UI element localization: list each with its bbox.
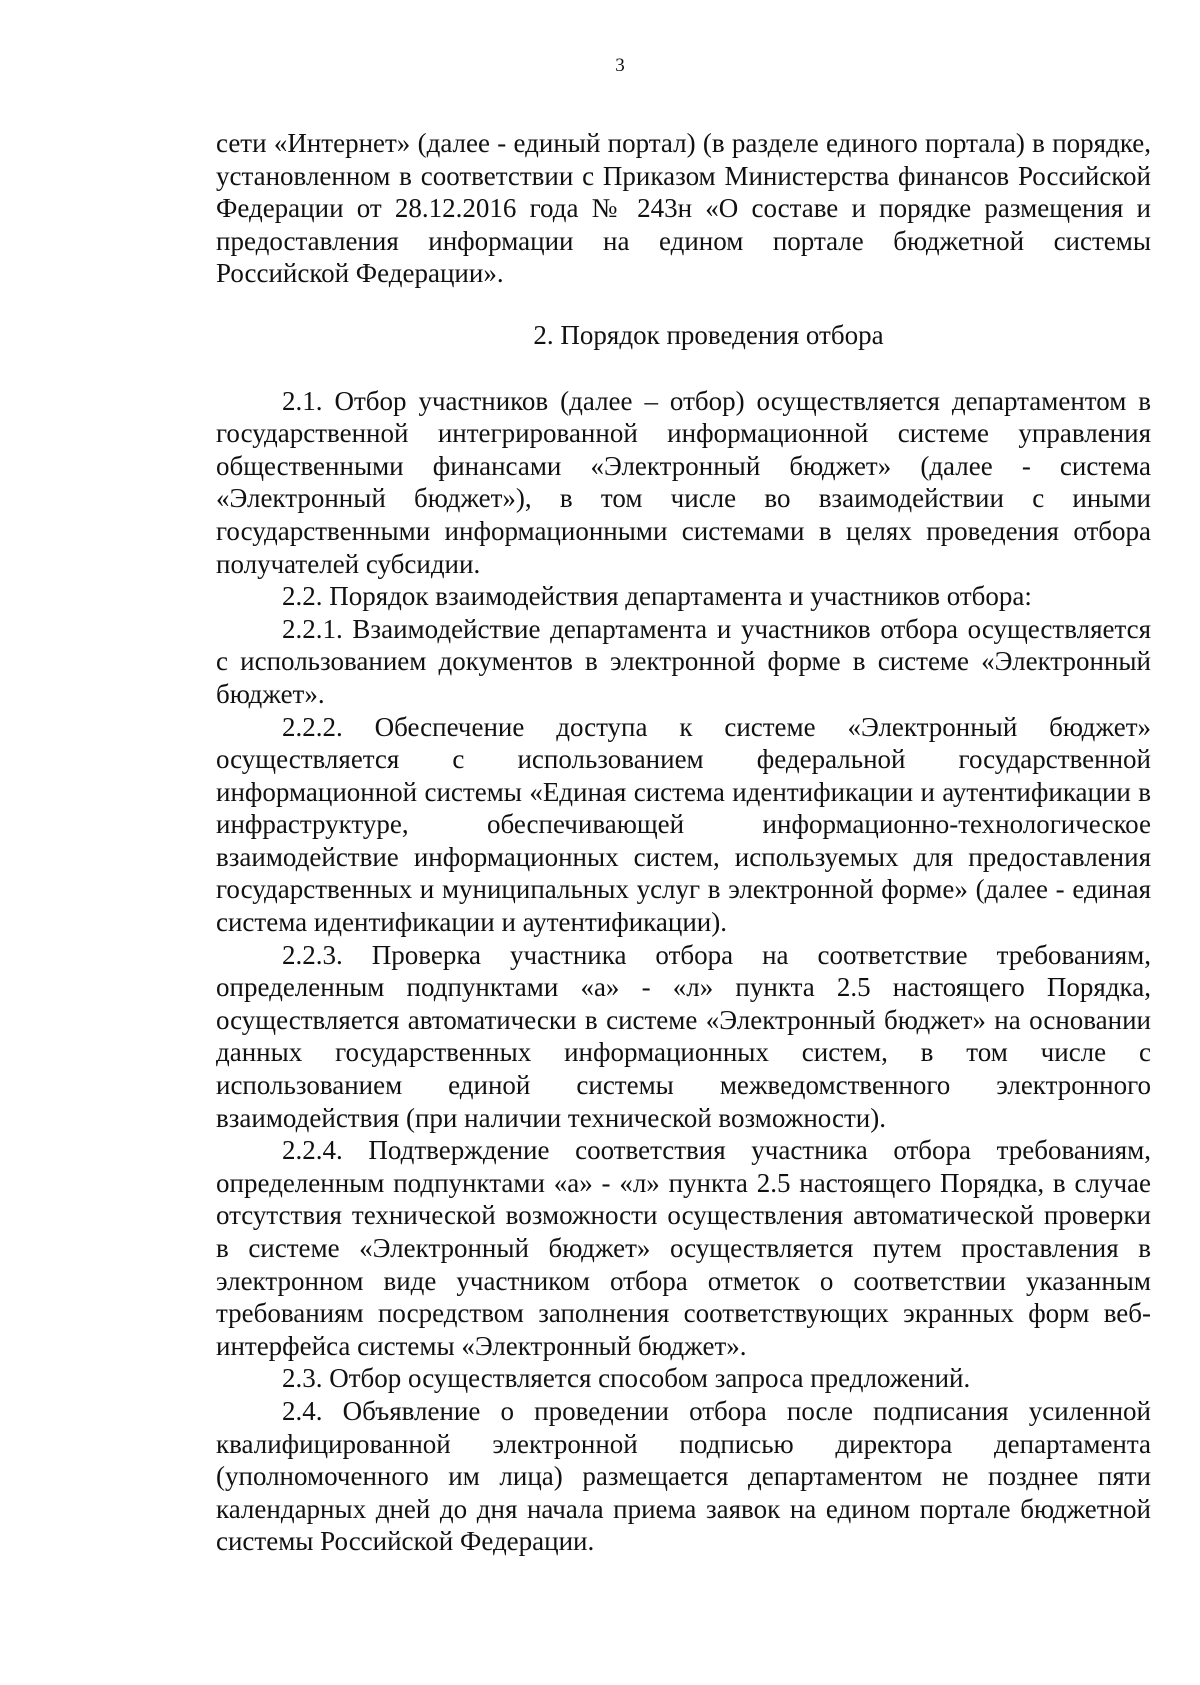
page-number: 3 <box>615 55 625 76</box>
section-heading: 2. Порядок проведения отбора <box>533 319 884 350</box>
paragraph-2-2-4: 2.2.4. Подтверждение соответствия участника отбора требованиям, определенным подпунктами «а» - «л» пункта 2.5 настоящего Порядка, в случае отсутствия технической возможности осуществления автоматической проверки в системе «Электронный бюджет» осуществляется путем проставления в электронном виде участником отбора отметок о соответствии указанным требованиям посредством заполнения соответствующих экранных форм веб-интерфейса системы «Электронный бюджет». <box>216 1135 1151 1361</box>
paragraph-2-2-1: 2.2.1. Взаимодействие департамента и участников отбора осуществляется с использованием документов в электронной форме в системе «Электронный бюджет». <box>216 613 1151 709</box>
intro-paragraph: сети «Интернет» (далее - единый портал) (в разделе единого портала) в порядке, установленном в соответствии с Приказом Министерства финансов Российской Федерации от 28.12.2016 года № 243н «О составе и порядке размещения и предоставления информации на едином портале бюджетной системы Российской Федерации». <box>216 128 1151 289</box>
paragraph-2-4: 2.4. Объявление о проведении отбора после подписания усиленной квалифицированной электронной подписью директора департамента (уполномоченного им лица) размещается департаментом не позднее пяти календарных дней до дня начала приема заявок на едином портале бюджетной системы Российской Федерации. <box>216 1395 1151 1557</box>
paragraph-2-3: 2.3. Отбор осуществляется способом запроса предложений. <box>282 1363 971 1394</box>
document-body <box>216 127 1151 1558</box>
paragraph-2-1: 2.1. Отбор участников (далее – отбор) осуществляется департаментом в государственной интегрированной информационной системе управления общественными финансами «Электронный бюджет» (далее - система «Электронный бюджет»), в том числе во взаимодействии с иными государственными информационными системами в целях проведения отбора получателей субсидии. <box>216 385 1151 579</box>
paragraph-2-2: 2.2. Порядок взаимодействия департамента и участников отбора: <box>282 581 1032 612</box>
paragraph-2-2-3: 2.2.3. Проверка участника отбора на соответствие требованиям, определенным подпунктами «а» - «л» пункта 2.5 настоящего Порядка, осуществляется автоматически в системе «Электронный бюджет» на основании данных государственных информационных систем, в том числе с использованием единой системы межведомственного электронного взаимодействия (при наличии технической возможности). <box>216 939 1151 1133</box>
paragraph-2-2-2: 2.2.2. Обеспечение доступа к системе «Электронный бюджет» осуществляется с использованием федеральной государственной информационной системы «Единая система идентификации и аутентификации в инфраструктуре, обеспечивающей информационно-технологическое взаимодействие информационных систем, используемых для предоставления государственных и муниципальных услуг в электронной форме» (далее - единая система идентификации и аутентификации). <box>216 711 1151 938</box>
